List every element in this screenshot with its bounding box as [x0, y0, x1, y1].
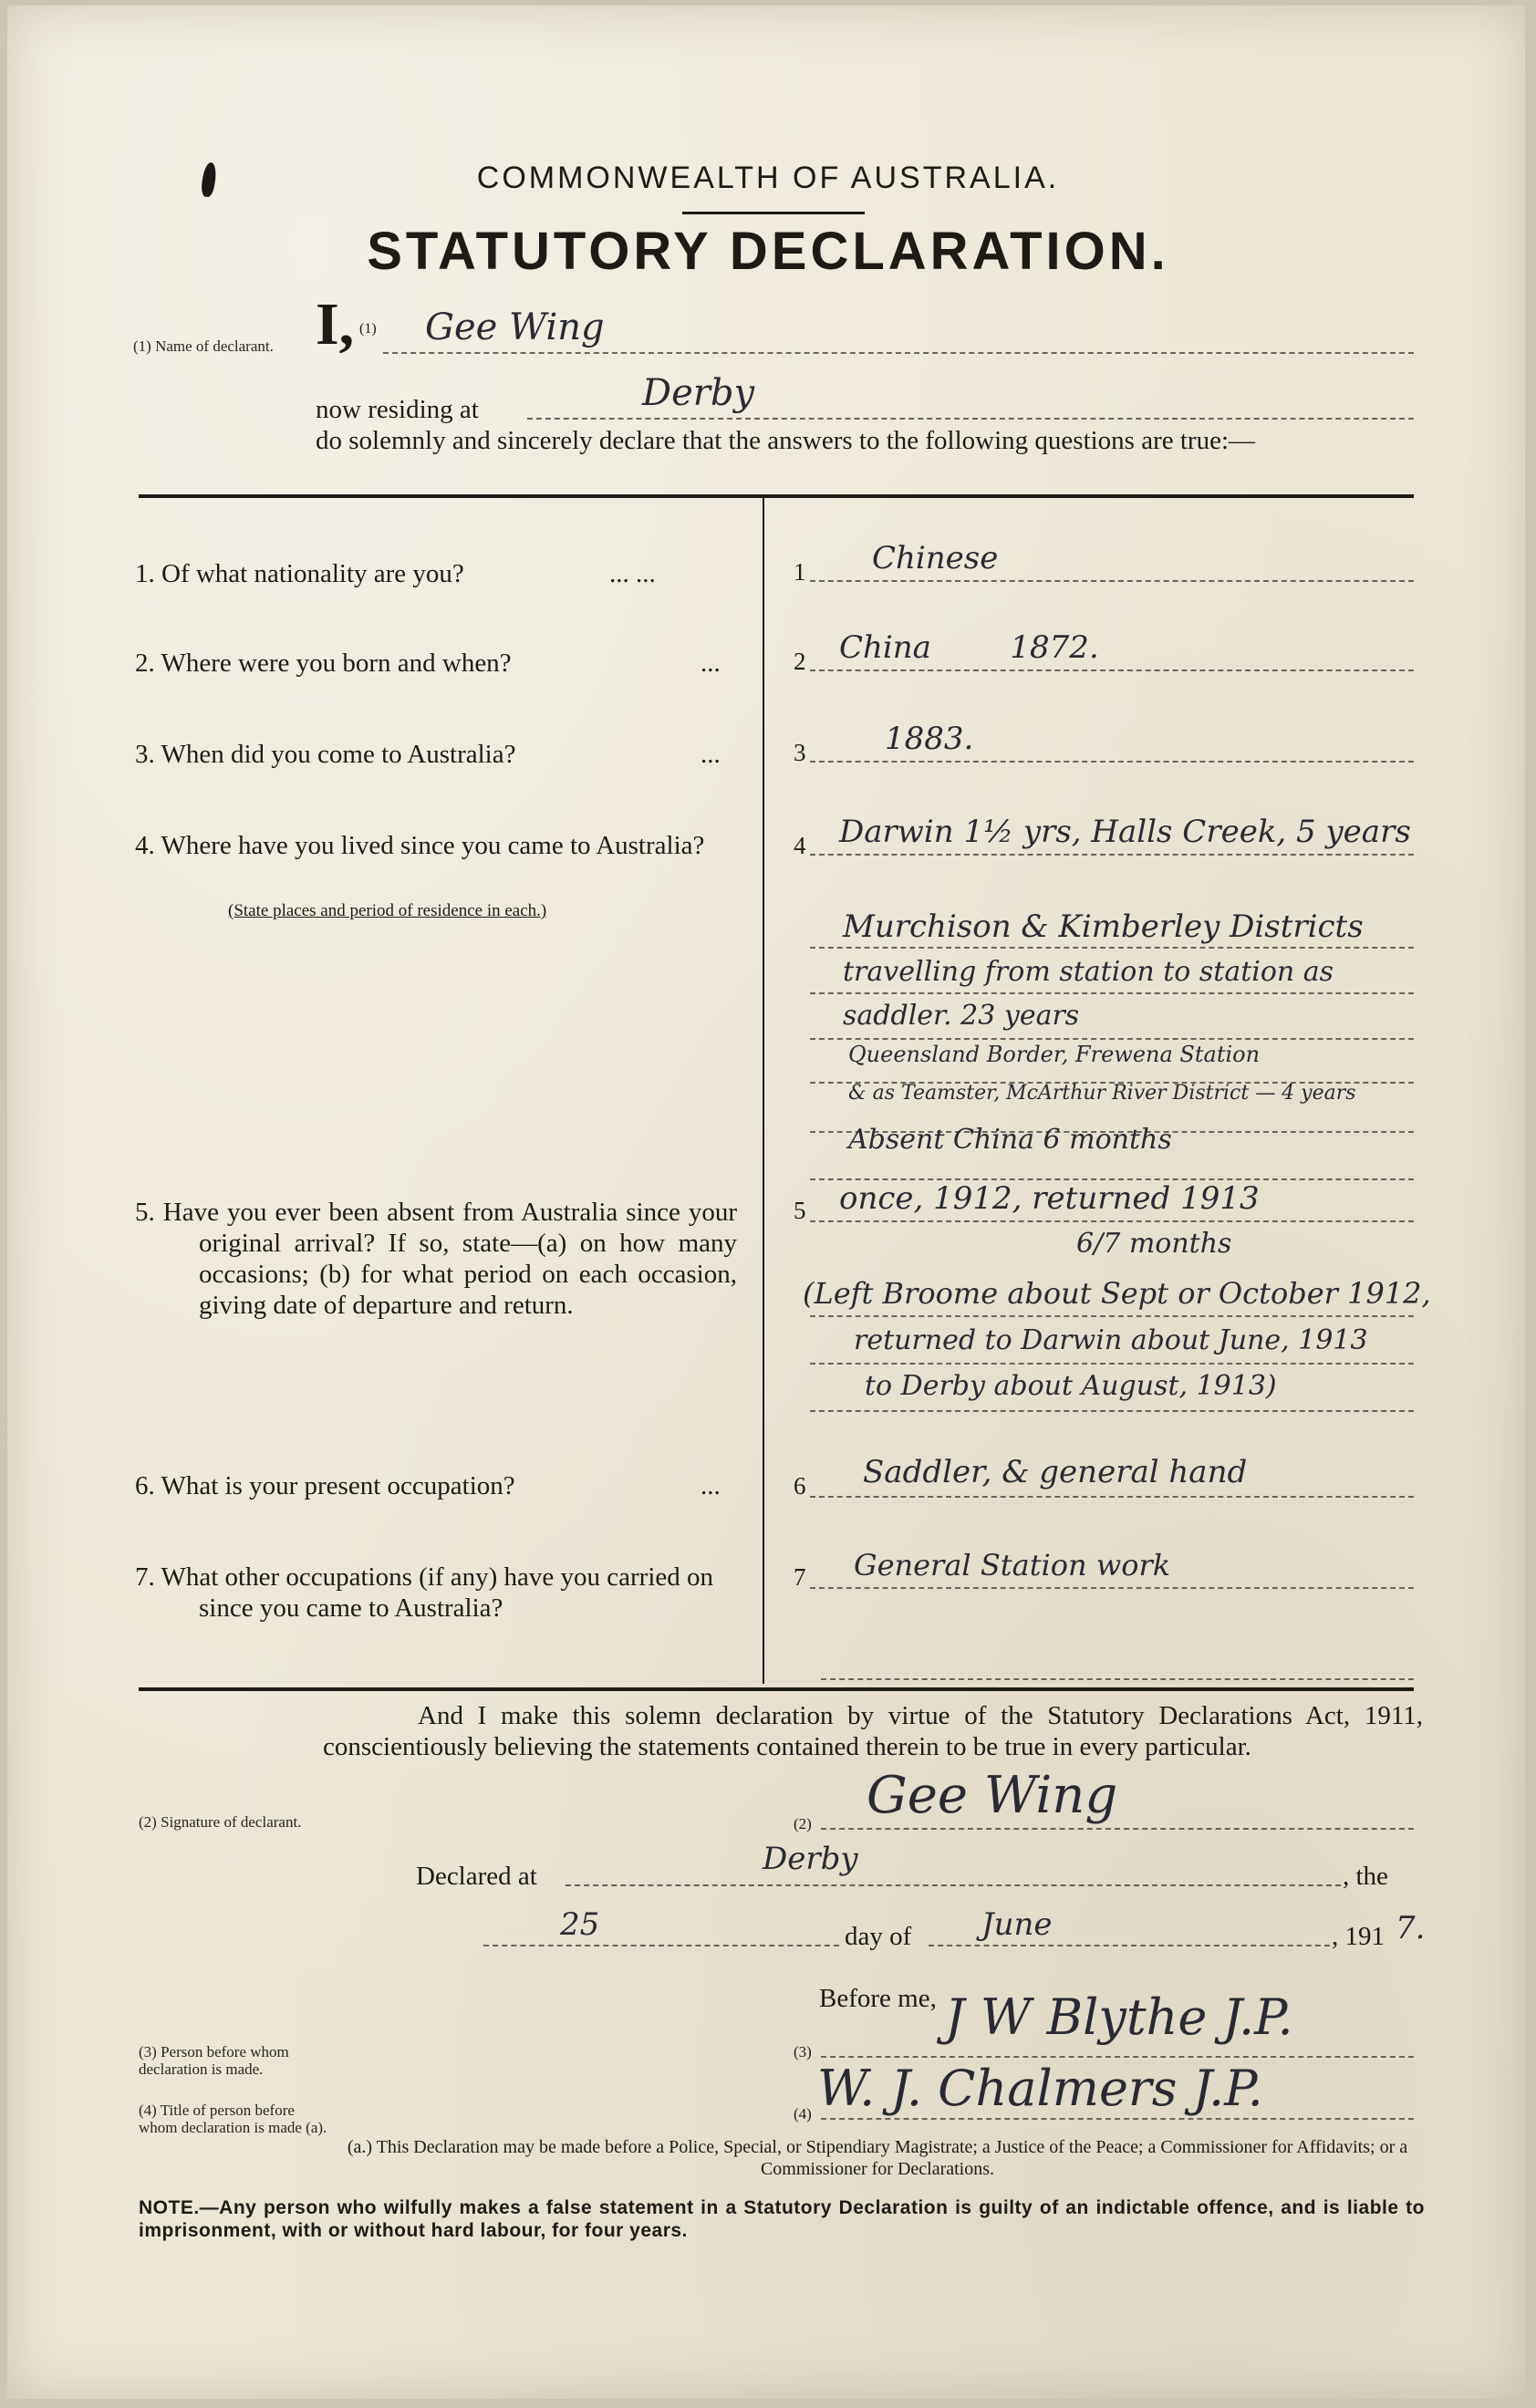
answer-4-line-3: [810, 992, 1414, 994]
answer-7-line-2: [821, 1678, 1414, 1680]
answer-2-num: 2: [794, 648, 806, 675]
residing-value: Derby: [642, 372, 755, 414]
bottom-rule: [139, 1687, 1414, 1691]
answer-1-num: 1: [794, 558, 806, 586]
answer-4-line-6-text: & as Teamster, McArthur River District — 4 years: [848, 1082, 1356, 1105]
answer-4-line-2: [810, 947, 1414, 949]
answer-7-line: [810, 1587, 1414, 1589]
day-line: [483, 1945, 839, 1946]
answer-3-num: 3: [794, 739, 806, 766]
question-4: 4. Where have you lived since you came to Australia?: [135, 831, 705, 860]
question-6: 6. What is your present occupation?: [135, 1471, 515, 1500]
year-prefix: , 191: [1332, 1922, 1385, 1951]
answer-3-line: [810, 761, 1414, 763]
answer-5-line-2: [810, 1315, 1414, 1317]
answer-5-line-2-text: 6/7 months: [1076, 1228, 1232, 1260]
year-digit: 7.: [1396, 1910, 1426, 1946]
declare-text: do solemnly and sincerely declare that the answers to the following questions are true:—: [316, 426, 1256, 455]
question-4-note: (State places and period of residence in each.): [228, 901, 547, 920]
question-5: 5. Have you ever been absent from Australia since your original arrival? If so, state—(a) on how many occasions; (b) for what period on each occasion, giving date of departure and return.: [135, 1198, 737, 1320]
answer-6-line: [810, 1496, 1414, 1498]
question-7: 7. What other occupations (if any) have you carried on since you came to Australia?: [135, 1562, 714, 1623]
answer-5-line-4-text: returned to Darwin about June, 1913: [854, 1324, 1368, 1356]
answer-4-line-4-text: saddler. 23 years: [843, 1000, 1080, 1032]
question-3-dots: ...: [701, 740, 721, 769]
declared-at-line: [566, 1884, 1341, 1886]
answer-2-line: [810, 669, 1414, 671]
answer-4-line-1: [810, 854, 1414, 856]
residing-line: [527, 418, 1414, 420]
question-1: 1. Of what nationality are you?: [135, 559, 464, 588]
header-rule: [682, 212, 865, 214]
answer-5-line-4: [810, 1410, 1414, 1412]
answer-5-line-3: [810, 1363, 1414, 1365]
question-6-dots: ...: [701, 1471, 721, 1500]
day-of-label: day of: [845, 1922, 912, 1951]
answer-4-line-4: [810, 1038, 1414, 1040]
declared-at-value: Derby: [763, 1841, 858, 1877]
header-commonwealth: COMMONWEALTH OF AUSTRALIA.: [476, 161, 1060, 195]
column-divider: [763, 498, 764, 1684]
answer-5-line-3-text: (Left Broome about Sept or October 1912,: [803, 1276, 1431, 1311]
declarant-name: Gee Wing: [425, 306, 605, 348]
answer-4-num: 4: [794, 832, 806, 859]
answer-7: General Station work: [854, 1548, 1171, 1583]
answer-3: 1883.: [885, 721, 974, 757]
answer-7-num: 7: [794, 1563, 806, 1591]
margin-name-of-declarant: (1) Name of declarant.: [133, 337, 274, 355]
witness-title-line: [821, 2118, 1414, 2120]
ref-3: (3): [794, 2043, 812, 2060]
month-line: [929, 1945, 1330, 1946]
answer-4-line-2-text: Murchison & Kimberley Districts: [843, 908, 1364, 945]
ref-1: (1): [359, 321, 377, 337]
witness-signature: J W Blythe J.P.: [945, 1988, 1293, 2046]
footnote-a: (a.) This Declaration may be made before a Police, Special, or Stipendiary Magistrate; a Justice of the Peace; a Commissioner for Affidavits; or a Commissioner for Declarations.: [347, 2137, 1408, 2179]
day-value: 25: [560, 1906, 600, 1943]
answer-4-line-5-text: Queensland Border, Frewena Station: [848, 1042, 1261, 1067]
before-me-label: Before me,: [819, 1984, 937, 2013]
ref-4: (4): [794, 2105, 812, 2123]
question-1-dots: ... ...: [609, 559, 656, 588]
closing-declaration: And I make this solemn declaration by virtue of the Statutory Declarations Act, 1911, conscientiously believing the statements contained therein to be true in every particular.: [323, 1701, 1423, 1761]
answer-6-num: 6: [794, 1472, 806, 1500]
margin-title-of-person: (4) Title of person before whom declaration is made (a).: [139, 2102, 327, 2136]
margin-person-before: (3) Person before whom declaration is made.: [139, 2043, 289, 2078]
answer-2: China 1872.: [839, 629, 1099, 666]
name-line: [383, 352, 1414, 354]
the-label: , the: [1343, 1862, 1388, 1891]
answer-4-line-3-text: travelling from station to station as: [843, 956, 1334, 988]
residing-label: now residing at: [316, 395, 479, 424]
month-value: June: [981, 1906, 1053, 1943]
answer-4-line-1-text: Darwin 1½ yrs, Halls Creek, 5 years: [839, 814, 1411, 850]
answer-5-line-5-text: to Derby about August, 1913): [865, 1370, 1277, 1402]
big-i: I,: [316, 291, 355, 358]
answer-1-line: [810, 580, 1414, 582]
signature-line: [821, 1828, 1414, 1830]
answer-5-line-1: [810, 1220, 1414, 1222]
witness-line: [821, 2056, 1414, 2058]
declarant-signature: Gee Wing: [867, 1766, 1118, 1825]
answer-5-num: 5: [794, 1197, 806, 1224]
witness-title: W. J. Chalmers J.P.: [817, 2060, 1263, 2117]
page-title: STATUTORY DECLARATION.: [367, 222, 1169, 281]
question-2-dots: ...: [701, 649, 721, 678]
question-2: 2. Where were you born and when?: [135, 649, 512, 678]
question-3: 3. When did you come to Australia?: [135, 740, 516, 769]
margin-signature: (2) Signature of declarant.: [139, 1813, 302, 1831]
ref-2: (2): [794, 1815, 812, 1832]
declared-at-label: Declared at: [416, 1862, 537, 1891]
answer-1: Chinese: [872, 540, 999, 576]
legal-note: NOTE.—Any person who wilfully makes a false statement in a Statutory Declaration is guilty of an indictable offence, and is liable to imprisonment, with or without hard labour, for four years.: [139, 2197, 1425, 2241]
answer-6: Saddler, & general hand: [863, 1454, 1248, 1490]
answer-5-line-1-text: once, 1912, returned 1913: [839, 1180, 1260, 1217]
answer-4-line-7-text: Absent China 6 months: [848, 1124, 1172, 1156]
top-rule: [139, 494, 1414, 498]
